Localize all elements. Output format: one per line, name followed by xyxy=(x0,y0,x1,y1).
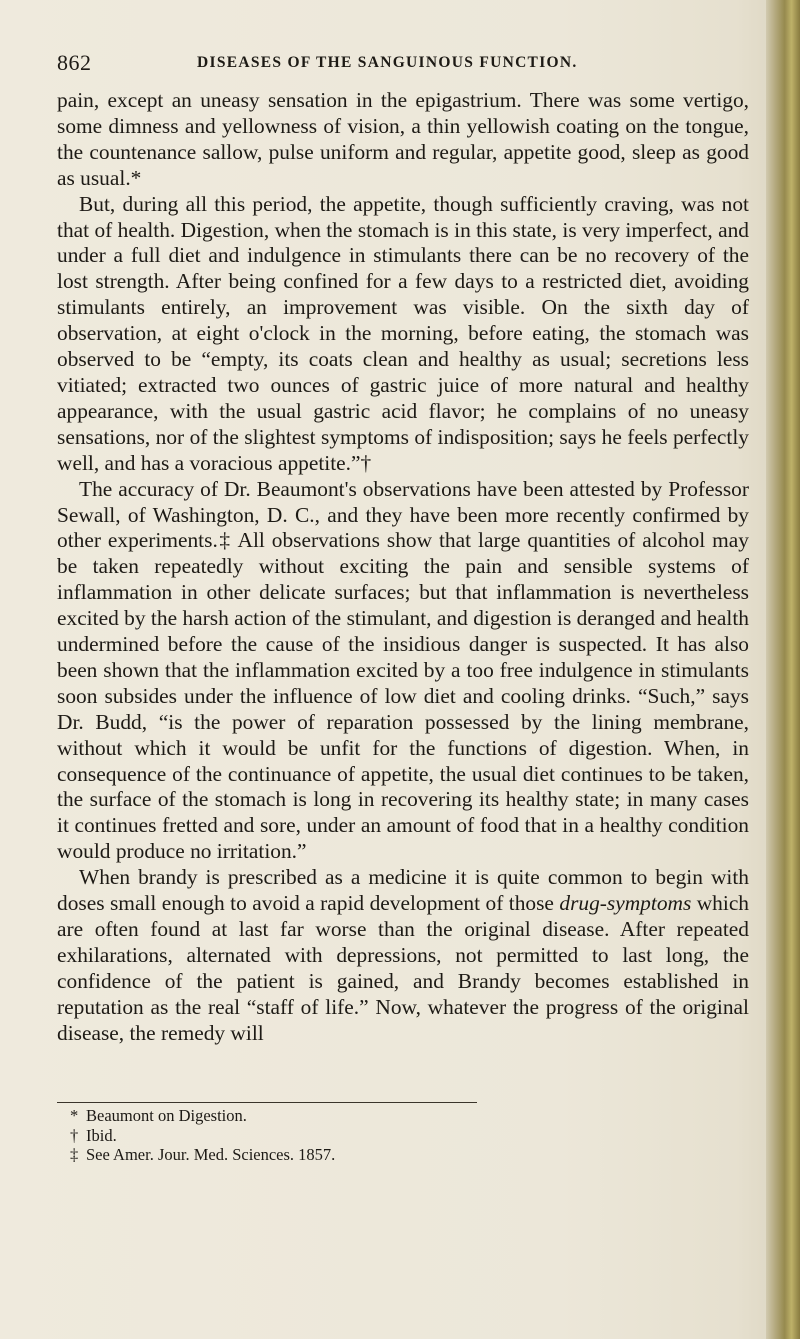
running-head: DISEASES OF THE SANGUINOUS FUNCTION. xyxy=(197,54,578,71)
paragraph-text: which are often found at last far worse than the original disease. After repeated exhilarations, alternated with depressions, not permitted to last long, the confidence of the patient is gained, and Brandy becomes established in reputation as the real “staff of life.” Now, whatever the progress of the original disease, the remedy will xyxy=(57,891,750,1045)
page-number: 862 xyxy=(57,50,92,75)
footnote-text: See Amer. Jour. Med. Sciences. 1857. xyxy=(86,1145,336,1164)
footnote-mark: * xyxy=(70,1106,79,1125)
paragraph xyxy=(57,88,749,192)
page-binding-edge xyxy=(766,0,800,1339)
footnote xyxy=(70,1126,670,1146)
paragraph-text: The accuracy of Dr. Beaumont's observations have been attested by Professor Sewall, of Washington, D. C., and they have been more recently confirmed by other experiments.‡ All observations show that large quantities of alcohol may be taken repeatedly without exciting the pain and sensible systems of inflammation in other delicate surfaces; but that inflammation is nevertheless excited by the harsh action of the stimulant, and digestion is deranged and health undermined before the cause of the insidious danger is suspected. It has also been shown that the inflammation excited by a too free indulgence in stimulants soon subsides under the influence of low diet and cooling drinks. “Such,” says Dr. Budd, “is the power of reparation possessed by the lining membrane, without which it would be unfit for the functions of digestion. When, in consequence of the continuance of appetite, the usual diet continues to be taken, the surface of the stomach is long in recovering its healthy state; in many cases it continues fretted and sore, under an amount of food that in a healthy condition would produce no irritation.” xyxy=(57,476,749,864)
footnote-rule xyxy=(57,1102,477,1103)
body-text xyxy=(57,88,749,1047)
paragraph-text: pain, except an uneasy sensation in the epigastrium. There was some vertigo, some dimness and yellowness of vision, a thin yellowish coating on the tongue, the countenance sallow, pulse uniform and regular, appetite good, sleep as good as usual.* xyxy=(57,88,749,190)
footnote xyxy=(70,1106,670,1126)
footnote-text: Ibid. xyxy=(86,1125,117,1145)
paragraph xyxy=(57,192,749,477)
paragraph-text: But, during all this period, the appetite, though sufficiently craving, was not that of health. Digestion, when the stomach is in this state, is very imperfect, and under a full diet and indulgence in stimulants there can be no recovery of the lost strength. After being confined for a few days to a restricted diet, avoiding stimulants entirely, an improvement was visible. On the sixth day of observation, at eight o'clock in the morning, before eating, the stomach was observed to be “empty, its coats clean and healthy as usual; secretions less vitiated; extracted two ounces of gastric juice of more natural and healthy appearance, with the usual gastric acid flavor; he complains of no uneasy sensations, nor of the slightest symptoms of indisposition; says he feels perfectly well, and has a voracious appetite.”† xyxy=(57,191,749,475)
paragraph xyxy=(57,865,749,1046)
paragraph xyxy=(57,477,749,866)
footnote-text: Beaumont on Digestion. xyxy=(86,1106,247,1125)
footnote-mark: ‡ xyxy=(70,1145,79,1164)
italic-phrase: drug-symptoms xyxy=(559,891,692,916)
page-header xyxy=(57,48,737,78)
footnotes xyxy=(70,1106,670,1165)
paragraph-text: When brandy is prescribed as a medicine it is quite common to begin with doses small enough to avoid a rapid development of those xyxy=(57,865,749,916)
footnote xyxy=(70,1145,670,1165)
footnote-mark: † xyxy=(70,1125,79,1145)
